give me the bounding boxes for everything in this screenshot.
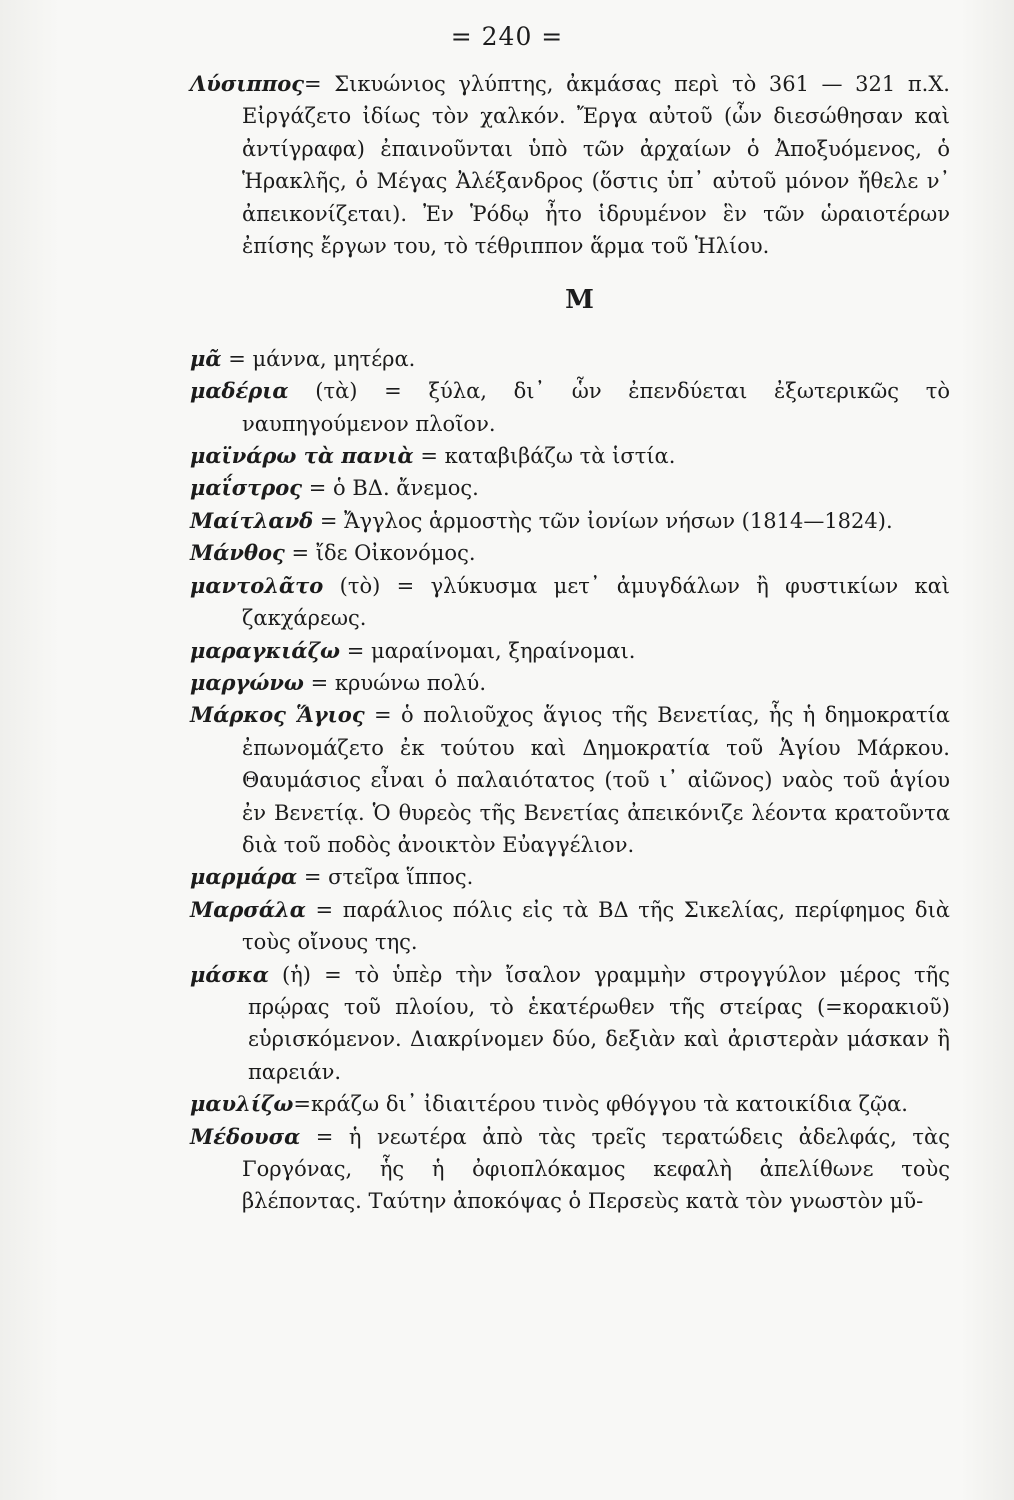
entry-marmara (190, 861, 950, 893)
entry-mantolato (190, 570, 950, 635)
entry-headword: μαυλίζω (190, 1091, 294, 1117)
entry-margono (190, 667, 950, 699)
entry-headword: Μάνθος (190, 540, 285, 566)
entry-headword: μάσκα (190, 961, 269, 987)
entry-headword: μαραγκιάζω (190, 637, 341, 663)
entry-lysippos (190, 68, 950, 262)
entry-maska (190, 959, 950, 1089)
entry-marsala (190, 894, 950, 959)
entry-definition: = ἴδε Οἰκονόμος. (284, 541, 476, 566)
entry-definition: (τὰ) = ξύλα, δι᾽ ὧν ἐπενδύεται ἐξωτερικῶς τὸ ναυπηγούμενον πλοῖον. (242, 379, 950, 436)
entry-maragkiazo (190, 635, 950, 667)
page-number: = 240 = (450, 22, 564, 51)
entry-headword: μαΐστρος (190, 475, 303, 501)
entry-definition: = στεῖρα ἵππος. (297, 865, 474, 890)
entry-markos-agios (190, 699, 950, 861)
entry-definition: = Σικυώνιος γλύπτης, ἀκμάσας περὶ τὸ 361 — 321 π.Χ. Εἰργάζετο ἰδίως τὸν χαλκόν. Ἔργα αὐτοῦ (ὧν διεσώθησαν καὶ ἀντίγραφα) ἐπαινοῦνται ὑπὸ τῶν ἀρχαίων ὁ Ἀποξυόμενος, ὁ Ἡρακλῆς, ὁ Μέγας Ἀλέξανδρος (ὅστις ὑπ᾽ αὐτοῦ μόνον ἤθελε ν᾽ ἀπεικονίζεται). Ἐν Ῥόδῳ ἦτο ἱδρυμένον ἓν τῶν ὡραιοτέρων ἐπίσης ἔργων του, τὸ τέθριππον ἅρμα τοῦ Ἡλίου. (242, 72, 950, 259)
entry-definition: =κράζω δι᾽ ἰδιαιτέρου τινὸς φθόγγου τὰ κατοικίδια ζῷα. (293, 1092, 908, 1117)
entry-definition: = μάννα, μητέρα. (221, 346, 416, 371)
entry-maistros (190, 472, 950, 504)
entry-headword: μαρμάρα (190, 864, 298, 890)
entry-headword: μᾶ (190, 345, 222, 371)
entry-maitland (190, 505, 950, 537)
dictionary-text (190, 68, 950, 1218)
entry-definition: = ὁ ΒΔ. ἄνεμος. (302, 476, 479, 501)
entry-definition: = κρυώνω πολύ. (303, 670, 486, 695)
entry-headword: Μέδουσα (190, 1123, 301, 1149)
entry-headword: Μάρκος Ἅγιος (190, 702, 365, 728)
entry-headword: μαδέρια (190, 378, 289, 404)
entry-definition: = Ἄγγλος ἁρμοστὴς τῶν ἰονίων νήσων (1814—1824). (313, 508, 893, 533)
entry-headword: Μαρσάλα (190, 896, 306, 922)
entry-headword: μαργώνω (190, 669, 304, 695)
entry-headword: μαϊνάρω τὰ πανιὰ (190, 443, 414, 469)
entry-definition: = καταβιβάζω τὰ ἱστία. (413, 444, 676, 469)
entry-ma (190, 343, 950, 375)
entry-definition: = παράλιος πόλις εἰς τὰ ΒΔ τῆς Σικελίας, περίφημος διὰ τοὺς οἴνους της. (242, 897, 950, 955)
section-letter: Μ (565, 285, 595, 316)
entry-definition: = ἡ νεωτέρα ἀπὸ τὰς τρεῖς τερατώδεις ἀδελφάς, τὰς Γοργόνας, ἧς ἡ ὀφιοπλόκαμος κεφαλὴ ἀπελίθωνε τοὺς βλέποντας. Ταύτην ἀποκόψας ὁ Περσεὺς κατὰ τὸν γνωστὸν μῦ- (242, 1124, 950, 1214)
entry-mainaro (190, 440, 950, 472)
entry-definition: (τὸ) = γλύκυσμα μετ᾽ ἀμυγδάλων ἢ φυστικίων καὶ ζακχάρεως. (242, 573, 950, 631)
entry-mavlizo (190, 1088, 950, 1120)
entry-medousa (190, 1121, 950, 1218)
entry-definition: (ἡ) = τὸ ὑπὲρ τὴν ἴσαλον γραμμὴν στρογγύλον μέρος τῆς πρῴρας τοῦ πλοίου, τὸ ἑκατέρωθεν τῆς στείρας (=κορακιοῦ) εὑρισκόμενον. Διακρίνομεν δύο, δεξιὰν καὶ ἀριστερὰν μάσκαν ἢ παρειάν. (248, 962, 950, 1084)
entry-headword: Λύσιππος (190, 71, 305, 96)
entry-headword: μαντολᾶτο (190, 572, 324, 598)
entry-maderia (190, 375, 950, 440)
entry-definition: = ὁ πολιοῦχος ἅγιος τῆς Βενετίας, ἧς ἡ δημοκρατία ἐπωνομάζετο ἐκ τούτου καὶ Δημοκρατία τοῦ Ἁγίου Μάρκου. Θαυμάσιος εἶναι ὁ παλαιότατος (τοῦ ι᾽ αἰῶνος) ναὸς τοῦ ἁγίου ἐν Βενετίᾳ. Ὁ θυρεὸς τῆς Βενετίας ἀπεικόνιζε λέοντα κρατοῦντα διὰ τοῦ ποδὸς ἀνοικτὸν Εὐαγγέλιον. (242, 703, 950, 857)
entry-definition: = μαραίνομαι, ξηραίνομαι. (340, 638, 636, 663)
entry-manthos (190, 537, 950, 569)
entry-headword: Μαίτλανδ (190, 507, 314, 533)
